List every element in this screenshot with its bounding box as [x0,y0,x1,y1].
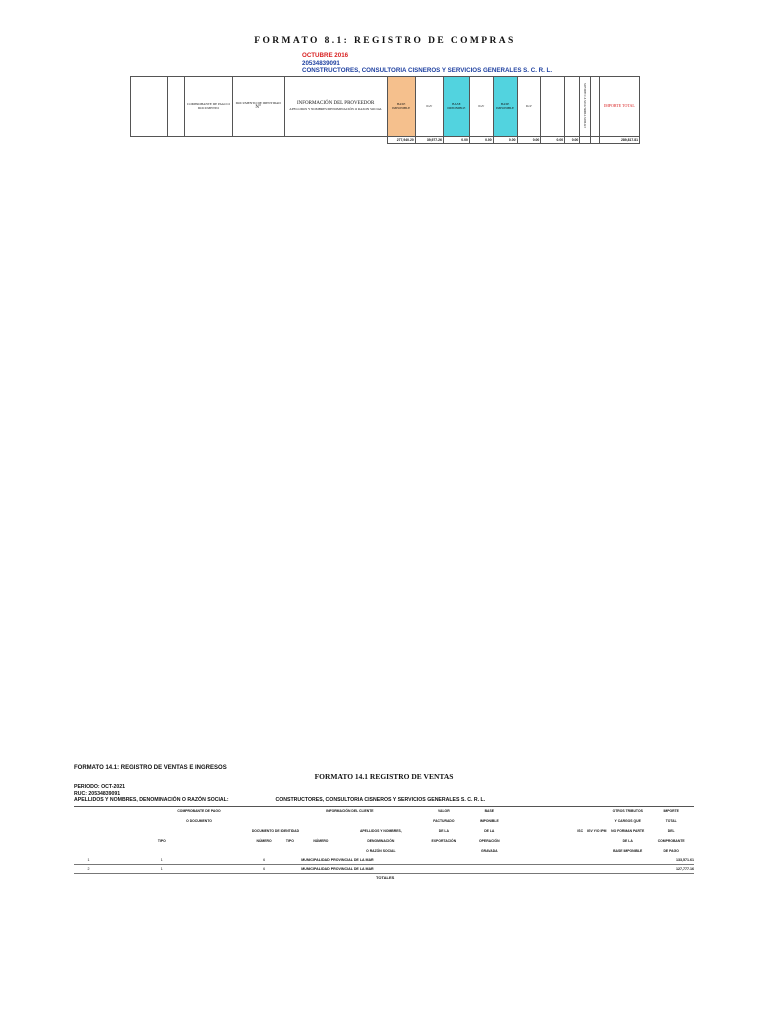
sales-cell-base [467,856,512,865]
sales-name-label: APELLIDOS Y NOMBRES, DENOMINACIÓN O RAZÓN SOCIAL: [74,797,229,804]
sales-title: FORMATO 14.1 REGISTRO DE VENTAS [314,772,454,781]
sales-period-line [74,784,694,791]
total-base1: 277,940.20 [387,136,415,143]
sales-cell-doc_num [279,856,302,865]
col-otros-tributos [580,76,591,136]
col-otros-label: OTROS TRIBUTOS Y CARGOS [583,83,588,129]
sales-col-importe: IMPORTE [648,806,694,816]
total-zero-d: 0.00 [517,136,541,143]
col-razon-label: APELLIDOS Y NOMBRES/DENOMINACIÓN O RAZON SOCIAL [289,107,383,112]
col-igv3-label: IGV [525,104,532,109]
col-base1 [387,76,415,136]
col-no-gravadas [541,76,565,136]
sales-col-razon-social: O RAZÓN SOCIAL [366,849,396,854]
sales-cell-igv [586,856,607,865]
col-base1-label: BASE IMPONIBLE [392,102,411,111]
sales-col-doc-numero: NÚMERO [313,839,329,844]
table-row [74,856,694,865]
purchases-register [130,36,640,144]
sales-col-y-cargos: Y CARGOS QUE [614,819,641,824]
sales-cell-serie [175,865,198,874]
sales-cell-cliente: MUNICIPALIDAD PROVINCIAL DE LA MAR [301,865,421,874]
sales-period-value: OCT-2021 [101,784,126,790]
sales-col-exportacion: EXPORTACIÓN [431,839,457,844]
sales-col-apellidos: APELLIDOS Y NOMBRES, [359,829,402,834]
sales-cell-export [421,856,466,865]
sales-cell-tipo: 1 [148,865,175,874]
sales-cell-empty [607,865,648,874]
sales-cell-empty [512,865,543,874]
sales-name-line [74,797,694,804]
col-base2 [443,76,469,136]
sales-col-de-la-1: DE LA [438,829,449,834]
purchases-table [130,76,640,144]
sales-cell-base [467,865,512,874]
sales-cell-fecha [103,865,148,874]
sales-cell-n: 2 [74,865,103,874]
sales-col-base: BASE [467,806,512,816]
sales-cell-export [421,865,466,874]
purchases-company: CONSTRUCTORES, CONSULTORIA CISNEROS Y SERVICIOS GENERALES S. C. R. L. [302,67,553,75]
sales-col-doc-tipo: TIPO [285,839,294,844]
col-doc-num-label: N° [255,105,262,111]
col-igv1-label: IGV [426,104,433,109]
sales-cell-doc_num [279,865,302,874]
sales-cell-doc_tipo: 6 [250,865,279,874]
sales-col-de-la-3: DE LA [622,839,633,844]
col-spacer [591,76,600,136]
col-fecha [131,76,168,136]
sales-col-otros: OTROS TRIBUTOS [607,806,648,816]
col-igv2 [469,76,493,136]
sales-ruc-value: 20534839091 [88,790,121,797]
sales-col-gravada: GRAVADA [480,849,498,854]
sales-cell-numero [198,856,250,865]
sales-ruc-label: RUC: [74,790,87,797]
sales-col-de-la-2: DE LA [484,829,495,834]
sales-col-total: TOTAL [665,819,677,824]
sales-cell-doc_tipo: 6 [250,856,279,865]
sales-col-denominacion: DENOMINACIÓN [367,839,395,844]
col-importe-label: IMPORTE TOTAL [603,103,635,109]
sales-totals-label: TOTALES [376,875,395,881]
total-importe: 289,817.81 [599,136,639,143]
total-zero-f: 0.00 [565,136,580,143]
col-igv1 [415,76,443,136]
sales-format-label: FORMATO 14.1: REGISTRO DE VENTAS E INGRESOS [74,765,227,771]
sales-company: CONSTRUCTORES, CONSULTORIA CISNEROS Y SERVICIOS GENERALES S. C. R. L. [275,797,486,804]
sales-cell-fecha [103,856,148,865]
sales-col-base-imponible: BASE IMPONIBLE [613,849,643,854]
col-igv2-label: IGV [478,104,485,109]
purchases-meta [302,52,640,75]
sales-cell-empty [543,856,574,865]
sales-col-del: DEL [667,829,675,834]
total-zero-e: 0.00 [541,136,565,143]
purchases-totals-row [131,136,640,143]
sales-period-label: PERIODO: [74,784,100,790]
col-fecha-venc [167,76,184,136]
sales-col-no-forman: NO FORMAN PARTE [611,829,645,834]
col-importe-total [599,76,639,136]
sales-cell-empty [543,865,574,874]
col-proveedor-label: INFORMACIÓN DEL PROVEEDOR [296,101,375,107]
sales-body [74,856,694,874]
sales-col-de-pago: DE PAGO [663,849,679,854]
col-doc-identidad-label: DOCUMENTO DE IDENTIDAD [235,101,281,106]
sales-cell-total: 133,571.61 [648,856,694,865]
purchases-ruc: 20534839091 [302,59,340,67]
col-proveedor [284,76,387,136]
col-base3-label: BASE IMPONIBLE [496,102,515,111]
purchases-period: OCTUBRE 2016 [302,52,349,59]
col-doc-identidad [232,76,284,136]
col-base2-label: BASE IMPONIBLE [447,102,466,111]
sales-col-operacion: OPERACIÓN [479,839,500,844]
sales-col-doc-identidad: DOCUMENTO DE IDENTIDAD [251,829,300,834]
sales-cell-serie [175,856,198,865]
sales-cell-empty [574,865,586,874]
sales-table [74,806,694,875]
sales-col-o-documento: O DOCUMENTO [186,819,212,824]
sales-col-info-cliente: INFORMACIÓN DEL CLIENTE [279,806,422,816]
table-row [74,865,694,874]
sales-register [74,764,694,884]
sales-col-valor: VALOR [421,806,466,816]
total-igv1: 39,977.26 [415,136,443,143]
sales-cell-numero [198,865,250,874]
col-igv3 [517,76,541,136]
col-comprobante-label: COMPROBANTE DE PAGO O DOCUMENTO [187,102,230,111]
sales-col-facturado: FACTURADO [433,819,455,824]
sales-col-numero: NÚMERO [256,839,272,844]
col-comprobante [185,76,233,136]
total-zero-c: 0.00 [493,136,517,143]
sales-cell-empty [607,856,648,865]
total-zero-a: 0.00 [443,136,469,143]
sales-col-imponible: IMPONIBLE [479,819,499,824]
sales-cell-empty [512,856,543,865]
col-base3 [493,76,517,136]
total-zero-b: 0.00 [469,136,493,143]
purchases-title: FORMATO 8.1: REGISTRO DE COMPRAS [254,36,516,46]
sales-cell-igv [586,865,607,874]
sales-cell-tipo: 1 [148,856,175,865]
col-isc [565,76,580,136]
sales-cell-n: 1 [74,856,103,865]
sales-cell-cliente: MUNICIPALIDAD PROVINCIAL DE LA MAR [301,856,421,865]
sales-cell-empty [574,856,586,865]
sales-cell-total: 127,777.16 [648,865,694,874]
sales-col-comprobante: COMPROBANTE DE PAGO [148,806,249,816]
sales-meta [74,784,694,804]
sales-col-tipo: TIPO [157,839,166,844]
sales-col-comprobante-pago: COMPROBANTE [657,839,685,844]
sales-col-igv: IGV Y/O IPM [586,829,607,834]
sales-col-isc: ISC [577,829,584,834]
